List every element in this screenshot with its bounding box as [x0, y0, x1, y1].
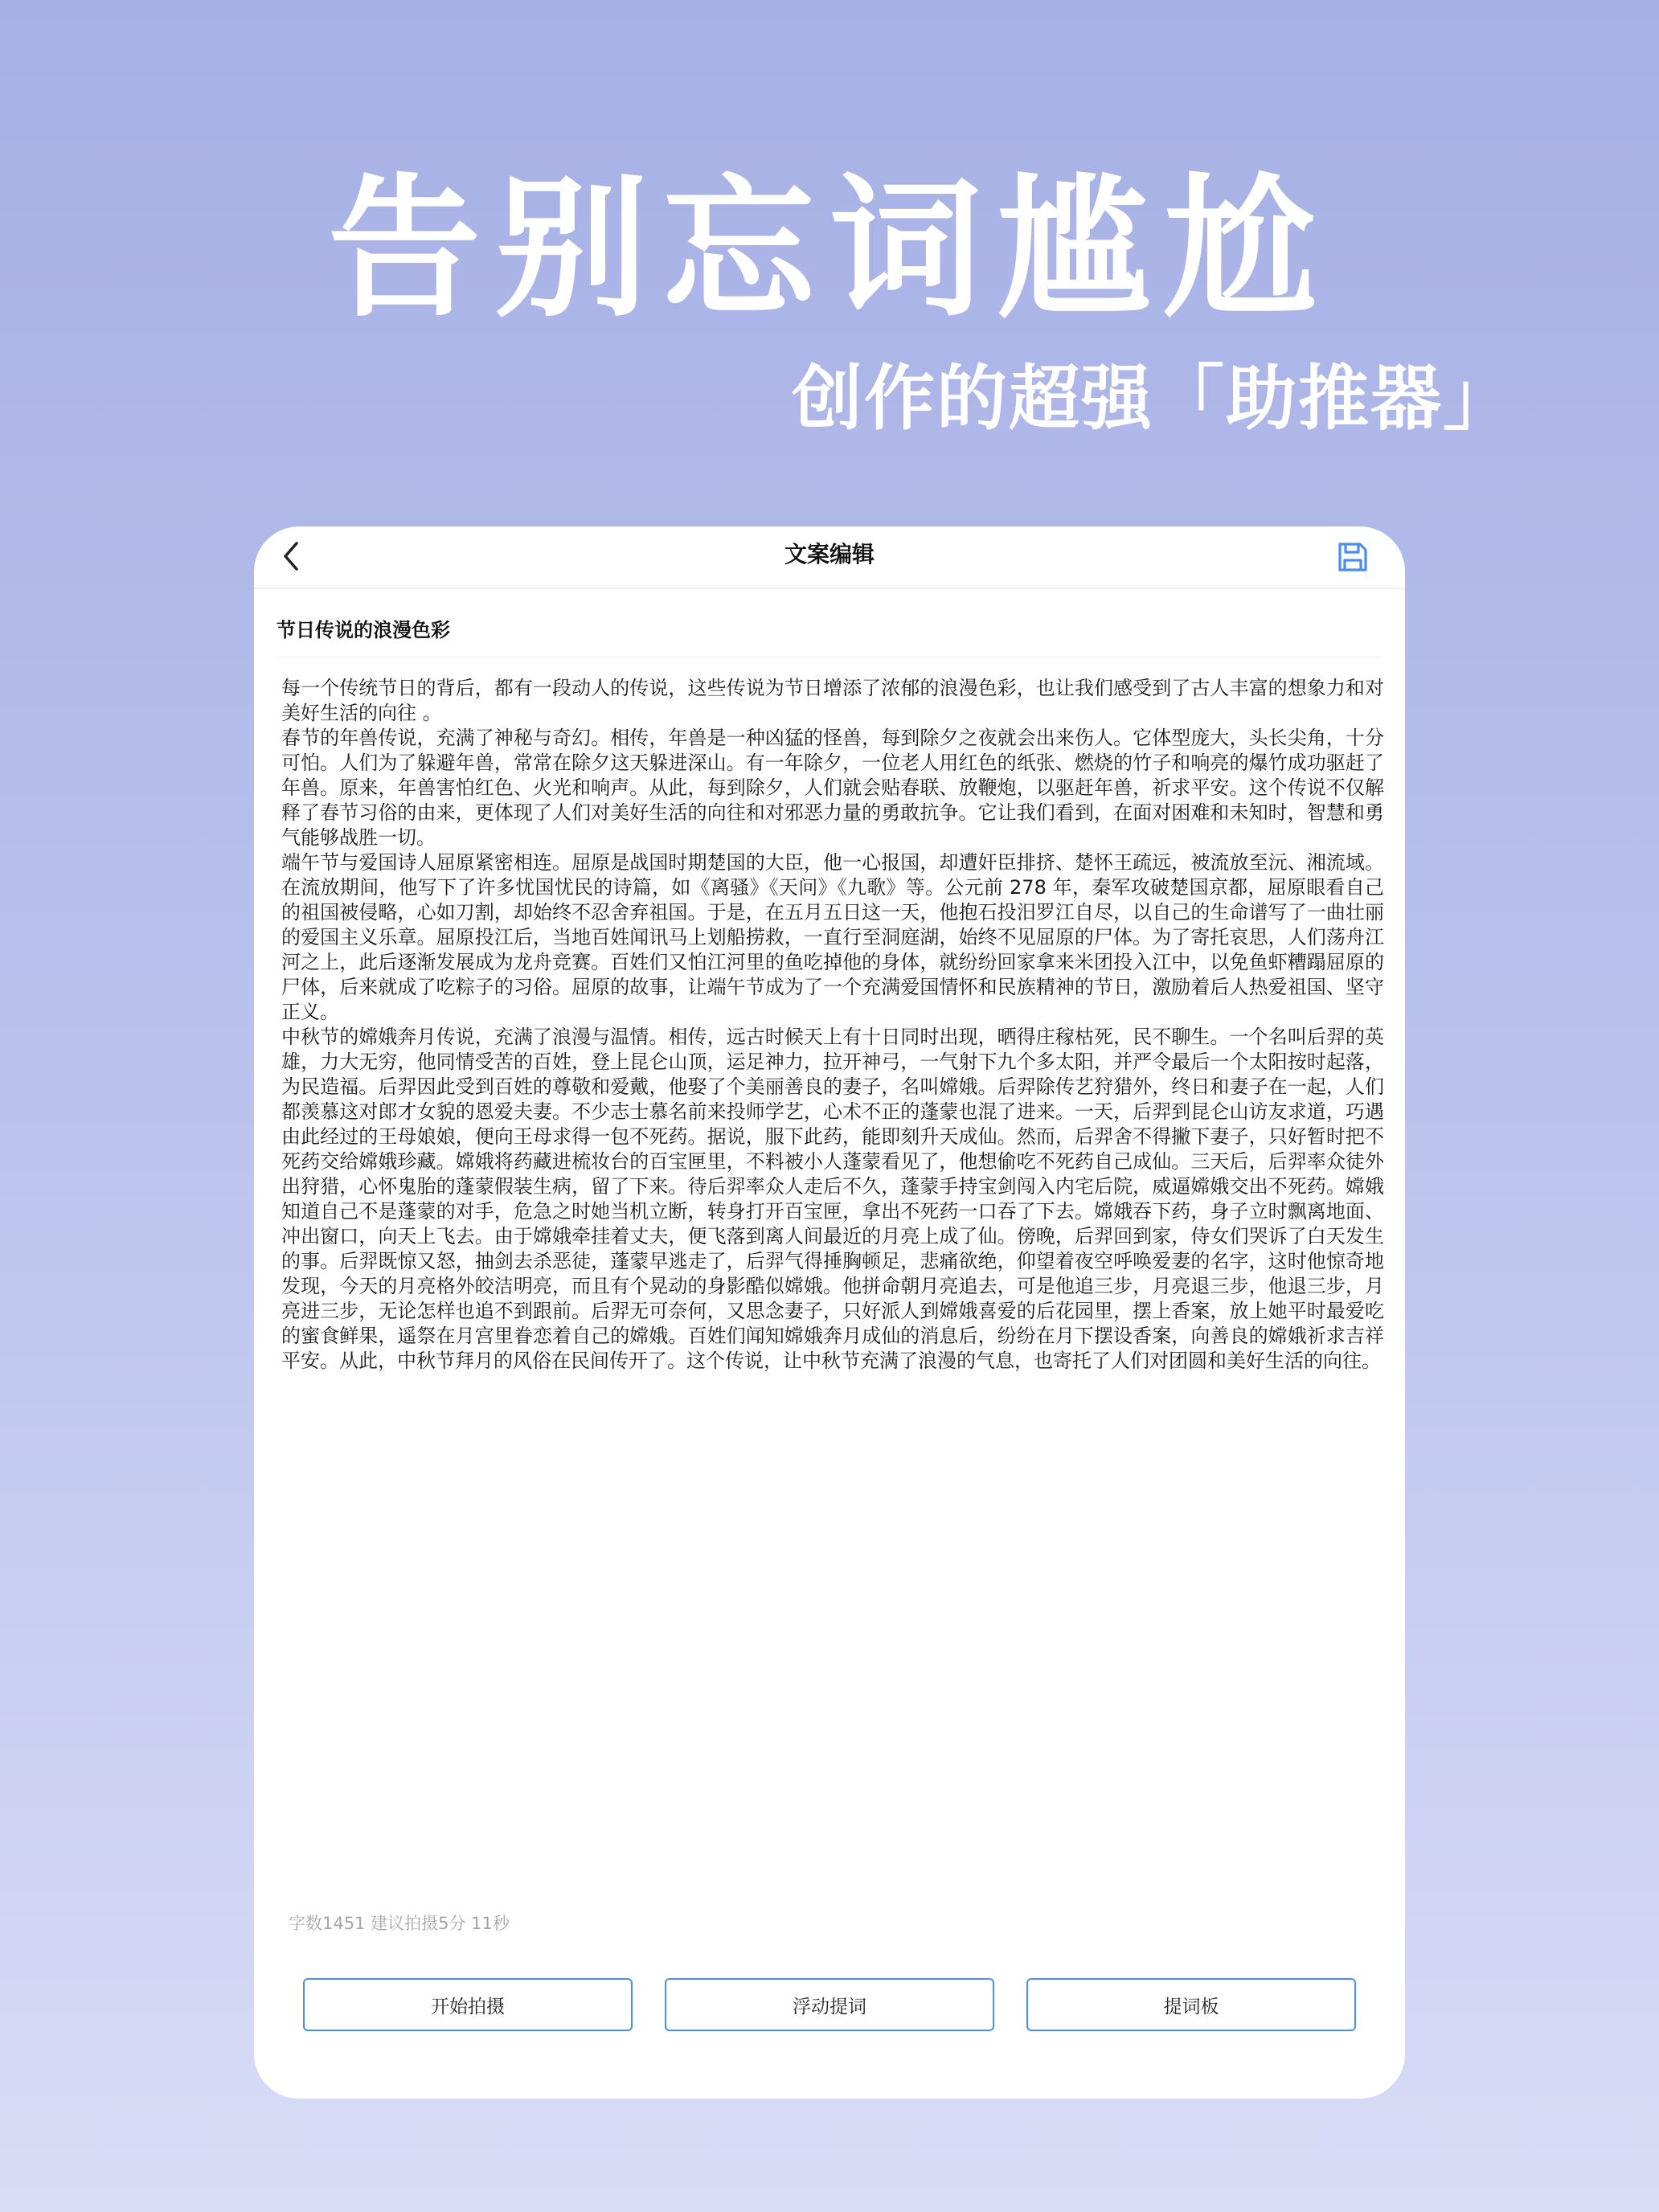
- hero-title: 告别忘词尴尬: [327, 160, 1331, 338]
- document-title[interactable]: 节日传说的浪漫色彩: [276, 619, 450, 641]
- navigation-bar: [254, 526, 1405, 589]
- paragraph: 春节的年兽传说，充满了神秘与奇幻。相传，年兽是一种凶猛的怪兽，每到除夕之夜就会出来伤人。它体型庞大，头长尖角，十分可怕。人们为了躲避年兽，常常在除夕这天躲进深山。有一年除夕，一位老人用红色的纸张、燃烧的竹子和响亮的爆竹成功驱赶了年兽。原来，年兽害怕红色、火光和响声。从此，每到除夕，人们就会贴春联、放鞭炮，以驱赶年兽，祈求平安。这个传说不仅解释了春节习俗的由来，更体现了人们对美好生活的向往和对邪恶力量的勇敢抗争。它让我们看到，在面对困难和未知时，智慧和勇气能够战胜一切。: [281, 727, 1384, 849]
- start-recording-button[interactable]: 开始拍摄: [303, 1978, 633, 2031]
- page-title: 文案编辑: [784, 541, 875, 567]
- word-count-stats: 字数1451 建议拍摄5分 11秒: [289, 1914, 510, 1933]
- save-icon: [1336, 540, 1370, 574]
- save-button[interactable]: [1333, 537, 1373, 577]
- paragraph: 每一个传统节日的背后，都有一段动人的传说，这些传说为节日增添了浓郁的浪漫色彩，也让我们感受到了古人丰富的想象力和对美好生活的向往 。: [281, 677, 1384, 724]
- floating-prompter-button[interactable]: 浮动提词: [665, 1978, 994, 2031]
- prompter-board-button[interactable]: 提词板: [1026, 1978, 1356, 2031]
- paragraph: 中秋节的嫦娥奔月传说，充满了浪漫与温情。相传，远古时候天上有十日同时出现，晒得庄稼枯死，民不聊生。一个名叫后羿的英雄，力大无穷，他同情受苦的百姓，登上昆仑山顶，运足神力，拉开神弓，一气射下九个多太阳，并严令最后一个太阳按时起落，为民造福。后羿因此受到百姓的尊敬和爱戴，他娶了个美丽善良的妻子，名叫嫦娥。后羿除传艺狩猎外，终日和妻子在一起，人们都羡慕这对郎才女貌的恩爱夫妻。不少志士慕名前来投师学艺，心术不正的蓬蒙也混了进来。一天，后羿到昆仑山访友求道，巧遇由此经过的王母娘娘，便向王母求得一包不死药。据说，服下此药，能即刻升天成仙。然而，后羿舍不得撇下妻子，只好暂时把不死药交给嫦娥珍藏。嫦娥将药藏进梳妆台的百宝匣里，不料被小人蓬蒙看见了，他想偷吃不死药自己成仙。三天后，后羿率众徒外出狩猎，心怀鬼胎的蓬蒙假装生病，留了下来。待后羿率众人走后不久，蓬蒙手持宝剑闯入内宅后院，威逼嫦娥交出不死药。嫦娥知道自己不是蓬蒙的对手，危急之时她当机立断，转身打开百宝匣，拿出不死药一口吞了下去。嫦娥吞下药，身子立时飘离地面、冲出窗口，向天上飞去。由于嫦娥牵挂着丈夫，便飞落到离人间最近的月亮上成了仙。傍晚，后羿回到家，侍女们哭诉了白天发生的事。后羿既惊又怒，抽剑去杀恶徒，蓬蒙早逃走了，后羿气得捶胸顿足，悲痛欲绝，仰望着夜空呼唤爱妻的名字，这时他惊奇地发现，今天的月亮格外皎洁明亮，而且有个晃动的身影酷似嫦娥。他拼命朝月亮追去，可是他追三步，月亮退三步，他退三步，月亮进三步，无论怎样也追不到跟前。后羿无可奈何，又思念妻子，只好派人到嫦娥喜爱的后花园里，摆上香案，放上她平时最爱吃的蜜食鲜果，遥祭在月宫里眷恋着自己的嫦娥。百姓们闻知嫦娥奔月成仙的消息后，纷纷在月下摆设香案，向善良的嫦娥祈求吉祥平安。从此，中秋节拜月的风俗在民间传开了。这个传说，让中秋节充满了浪漫的气息，也寄托了人们对团圆和美好生活的向往。: [281, 1026, 1384, 1372]
- paragraph: 端午节与爱国诗人屈原紧密相连。屈原是战国时期楚国的大臣，他一心报国，却遭奸臣排挤、楚怀王疏远，被流放至沅、湘流域。在流放期间，他写下了许多忧国忧民的诗篇，如《离骚》《天问》《九歌》等。公元前 278 年，秦军攻破楚国京都，屈原眼看自己的祖国被侵略，心如刀割，却始终不忍舍弃祖国。于是，在五月五日这一天，他抱石投汨罗江自尽，以自己的生命谱写了一曲壮丽的爱国主义乐章。屈原投江后，当地百姓闻讯马上划船捞救，一直行至洞庭湖，始终不见屈原的尸体。为了寄托哀思，人们荡舟江河之上，此后逐渐发展成为龙舟竞赛。百姓们又怕江河里的鱼吃掉他的身体，就纷纷回家拿来米团投入江中，以免鱼虾糟蹋屈原的尸体，后来就成了吃粽子的习俗。屈原的故事，让端午节成为了一个充满爱国情怀和民族精神的节日，激励着后人热爱祖国、坚守正义。: [281, 851, 1384, 1023]
- tablet-screen: [254, 526, 1405, 2099]
- hero-subtitle: 创作的超强「助推器」: [792, 357, 1516, 440]
- document-body-editor[interactable]: [281, 676, 1384, 1374]
